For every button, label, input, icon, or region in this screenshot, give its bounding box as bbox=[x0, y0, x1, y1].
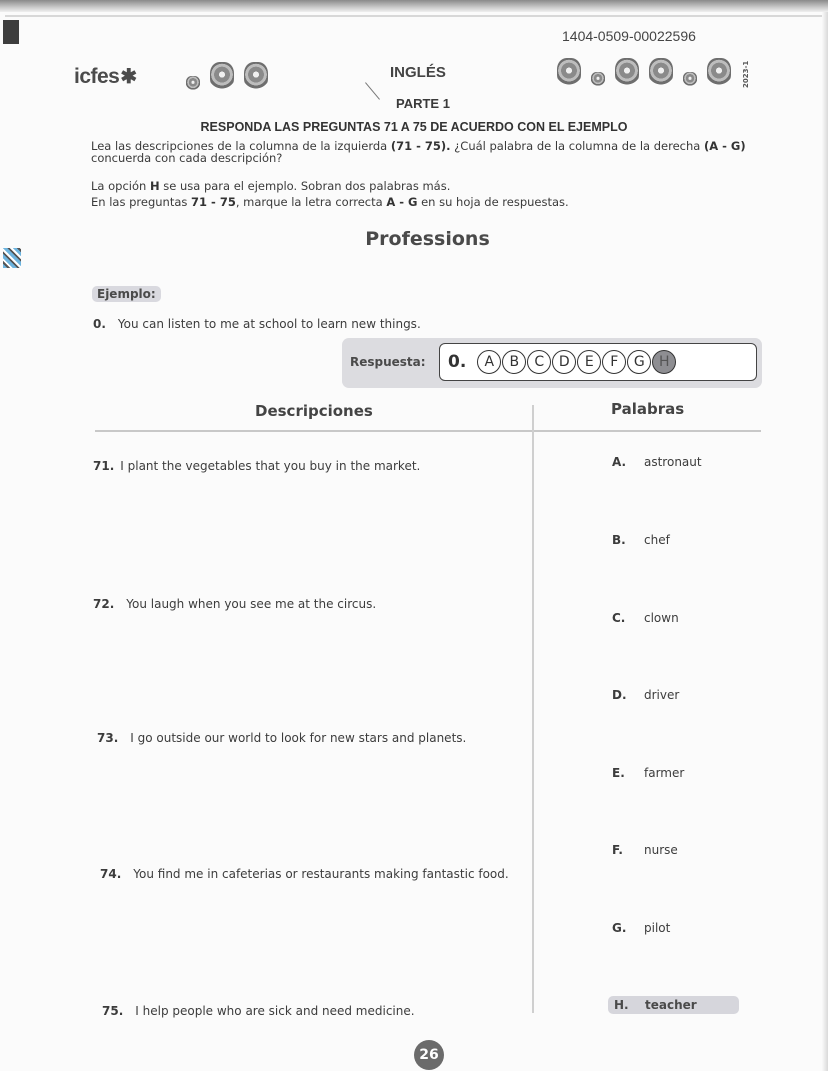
bubble-b[interactable]: B bbox=[502, 350, 526, 374]
example-answer-box bbox=[342, 338, 762, 388]
question-75 bbox=[102, 1004, 415, 1018]
registration-mark bbox=[3, 20, 19, 44]
question-number: 71. bbox=[93, 459, 115, 473]
bubble-f[interactable]: F bbox=[602, 350, 626, 374]
word-option-a bbox=[612, 455, 702, 469]
word-letter: E. bbox=[612, 766, 625, 780]
word-letter: D. bbox=[612, 688, 627, 702]
word-text: pilot bbox=[644, 921, 671, 935]
flower-icon bbox=[244, 62, 268, 90]
header-divider bbox=[95, 430, 761, 432]
bubble-h-selected[interactable]: H bbox=[652, 350, 676, 374]
flower-icon bbox=[615, 58, 639, 86]
word-option-d bbox=[612, 688, 679, 702]
word-letter: C. bbox=[612, 611, 626, 625]
answer-label: Respuesta: bbox=[350, 355, 426, 369]
question-71 bbox=[93, 459, 420, 473]
pen-mark bbox=[365, 82, 380, 99]
decorative-flowers-left bbox=[186, 62, 268, 90]
answer-bubbles bbox=[439, 343, 757, 381]
word-option-b bbox=[612, 533, 670, 547]
word-letter: A. bbox=[612, 455, 627, 469]
booklet-code: 1404-0509-00022596 bbox=[562, 28, 696, 44]
instr-text: , marque la letra correcta bbox=[235, 195, 387, 209]
bubble-d[interactable]: D bbox=[552, 350, 576, 374]
year-tag: 2023-1 bbox=[742, 60, 750, 88]
flower-icon bbox=[210, 62, 234, 90]
word-option-f bbox=[612, 843, 678, 857]
page-number: 26 bbox=[414, 1040, 444, 1070]
page-edge bbox=[5, 15, 828, 17]
question-text: You laugh when you see me at the circus. bbox=[126, 597, 377, 611]
question-number: 72. bbox=[93, 597, 115, 611]
decorative-flowers-right bbox=[557, 58, 731, 86]
example-label: Ejemplo: bbox=[92, 286, 161, 302]
logo-text: icfes bbox=[74, 65, 120, 88]
word-letter: H. bbox=[614, 998, 629, 1012]
word-option-c bbox=[612, 611, 679, 625]
bubble-e[interactable]: E bbox=[577, 350, 601, 374]
question-number: 74. bbox=[100, 867, 122, 881]
question-text: You can listen to me at school to learn new things. bbox=[117, 317, 421, 331]
icfes-logo bbox=[74, 64, 137, 89]
flower-icon bbox=[186, 76, 200, 90]
word-option-e bbox=[612, 766, 684, 780]
question-number: 0. bbox=[93, 317, 106, 331]
word-option-g bbox=[612, 921, 670, 935]
word-letter: F. bbox=[612, 843, 623, 857]
words-header: Palabras bbox=[611, 400, 685, 418]
question-text: You find me in cafeterias or restaurants making fantastic food. bbox=[133, 867, 509, 881]
instructions-title: RESPONDA LAS PREGUNTAS 71 A 75 DE ACUERDO CON EL EJEMPLO bbox=[200, 120, 628, 134]
flower-icon bbox=[557, 58, 581, 86]
question-72 bbox=[93, 597, 376, 611]
bubble-a[interactable]: A bbox=[477, 350, 501, 374]
word-text: farmer bbox=[644, 766, 685, 780]
instructions-line-2 bbox=[91, 180, 771, 192]
barcode-mark-icon bbox=[3, 248, 21, 268]
instr-bold: (71 - 75). bbox=[390, 139, 451, 153]
instr-text: En las preguntas bbox=[91, 195, 192, 209]
instr-text: se usa para el ejemplo. Sobran dos palabras más. bbox=[159, 179, 451, 193]
word-letter: G. bbox=[612, 921, 627, 935]
question-text: I go outside our world to look for new stars and planets. bbox=[130, 731, 467, 745]
section-title: Professions bbox=[365, 228, 490, 250]
instr-text: Lea las descripciones de la columna de la izquierda bbox=[91, 139, 391, 153]
word-text: chef bbox=[644, 533, 670, 547]
question-73 bbox=[97, 731, 466, 745]
flower-icon bbox=[591, 72, 605, 86]
word-text: teacher bbox=[645, 998, 697, 1012]
part-label: PARTE 1 bbox=[396, 96, 450, 111]
instr-text: concuerda con cada descripción? bbox=[91, 151, 283, 165]
word-text: clown bbox=[644, 611, 679, 625]
flower-icon bbox=[683, 72, 697, 86]
instr-bold: A - G bbox=[386, 195, 418, 209]
instr-text: La opción bbox=[91, 179, 150, 193]
instr-text: en su hoja de respuestas. bbox=[417, 195, 569, 209]
page-right-edge bbox=[822, 12, 828, 1071]
instr-bold: 71 - 75 bbox=[191, 195, 236, 209]
instr-bold: H bbox=[149, 179, 160, 193]
subject-title: INGLÉS bbox=[390, 64, 446, 81]
word-option-h-example bbox=[608, 996, 739, 1014]
bubble-c[interactable]: C bbox=[527, 350, 551, 374]
example-question bbox=[93, 317, 421, 331]
logo-star-icon: ✱ bbox=[120, 66, 137, 88]
flower-icon bbox=[707, 58, 731, 86]
instr-bold: (A - G) bbox=[703, 139, 746, 153]
scan-border bbox=[0, 0, 828, 12]
word-text: astronaut bbox=[644, 455, 702, 469]
question-text: I plant the vegetables that you buy in the market. bbox=[120, 459, 421, 473]
question-number: 75. bbox=[102, 1004, 124, 1018]
answer-number: 0. bbox=[448, 352, 467, 372]
word-letter: B. bbox=[612, 533, 626, 547]
descriptions-header: Descripciones bbox=[255, 402, 373, 420]
instructions-line-3 bbox=[91, 196, 771, 208]
column-divider bbox=[532, 405, 534, 1013]
bubble-g[interactable]: G bbox=[627, 350, 651, 374]
question-number: 73. bbox=[97, 731, 119, 745]
instr-text: ¿Cuál palabra de la columna de la derecha bbox=[450, 139, 704, 153]
question-text: I help people who are sick and need medicine. bbox=[135, 1004, 415, 1018]
question-74 bbox=[100, 867, 509, 881]
word-text: nurse bbox=[644, 843, 678, 857]
flower-icon bbox=[649, 58, 673, 86]
word-text: driver bbox=[644, 688, 680, 702]
instructions-line-1 bbox=[91, 140, 771, 164]
